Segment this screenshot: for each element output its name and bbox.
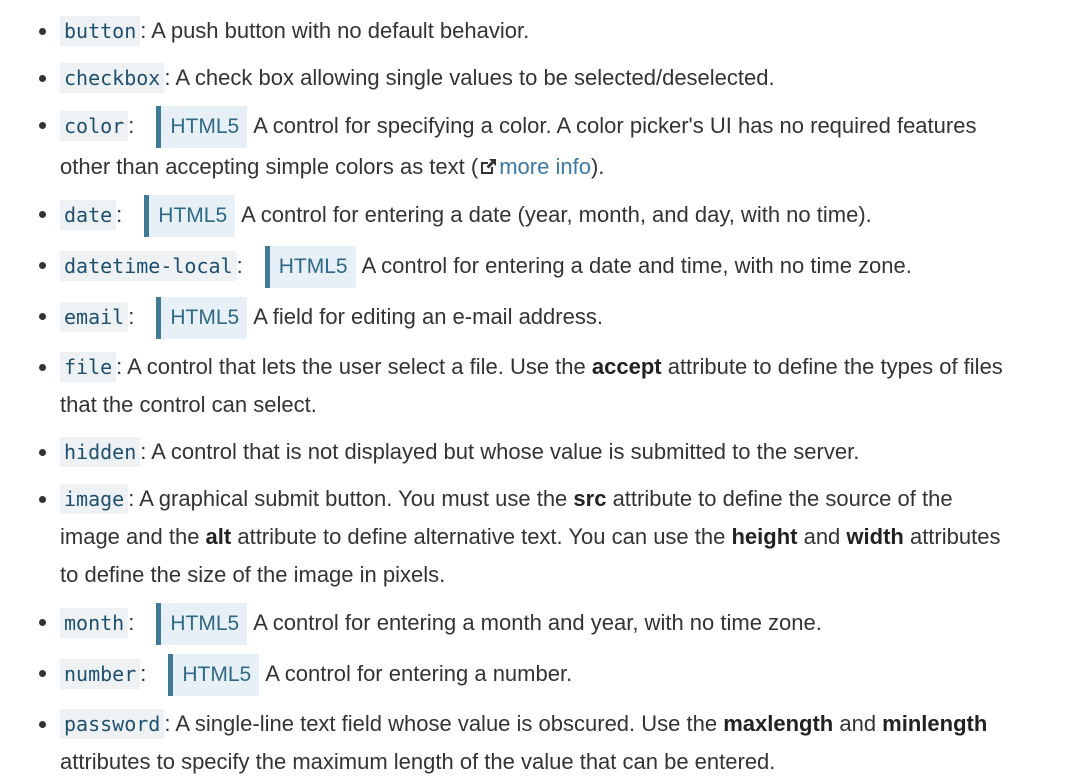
code-image: image <box>60 484 128 514</box>
description: A control for entering a date (year, month, and day, with no time). <box>241 201 872 227</box>
bullet <box>39 721 46 728</box>
bullet <box>39 670 46 677</box>
list-item-image <box>0 480 1078 594</box>
code-datetime-local: datetime-local <box>60 251 237 281</box>
description: : A single-line text field whose value is obscured. Use the <box>164 711 724 736</box>
more-info-label: more info <box>499 154 591 179</box>
description-cont: attributes to define the size of the image in pixels. <box>60 524 1001 587</box>
external-link-icon <box>478 157 498 177</box>
bullet <box>39 75 46 82</box>
code-button: button <box>60 16 140 46</box>
description-cont: and <box>797 524 847 549</box>
list-item-date <box>0 195 1078 237</box>
separator: : <box>128 303 135 329</box>
separator: : <box>128 609 135 635</box>
code-file: file <box>60 352 116 382</box>
description: A control for specifying a color. A color picker's UI has no required features other than accepting simple colors as text ( <box>60 112 977 179</box>
list-item-datetime-local <box>0 246 1078 288</box>
html5-badge: HTML5 <box>156 106 247 148</box>
bullet <box>39 496 46 503</box>
separator: : <box>140 660 147 686</box>
attr-minlength: minlength <box>882 711 988 736</box>
code-date: date <box>60 200 116 230</box>
separator: : <box>116 201 123 227</box>
code-color: color <box>60 111 128 141</box>
more-info-link[interactable] <box>478 154 591 179</box>
list-item-email <box>0 297 1078 339</box>
code-number: number <box>60 659 140 689</box>
description-cont: attributes to specify the maximum length of the value that can be entered. <box>60 749 776 774</box>
list-item-file <box>0 348 1078 424</box>
attr-width: width <box>846 524 904 549</box>
code-hidden: hidden <box>60 437 140 467</box>
description-cont: and <box>833 711 883 736</box>
bullet <box>39 122 46 129</box>
bullet <box>39 619 46 626</box>
bullet <box>39 449 46 456</box>
description: : A control that is not displayed but whose value is submitted to the server. <box>140 439 860 464</box>
html5-badge: HTML5 <box>168 654 259 696</box>
list-item-button <box>0 12 1078 50</box>
list-item-password <box>0 705 1078 781</box>
code-month: month <box>60 608 128 638</box>
attr-src: src <box>573 486 607 511</box>
description: : A control that lets the user select a file. Use the <box>116 354 592 379</box>
attr-height: height <box>731 524 798 549</box>
list-item-month <box>0 603 1078 645</box>
bullet <box>39 313 46 320</box>
bullet <box>39 28 46 35</box>
code-password: password <box>60 709 164 739</box>
description: A control for entering a number. <box>265 660 573 686</box>
bullet <box>39 262 46 269</box>
html5-badge: HTML5 <box>156 603 247 645</box>
bullet <box>39 364 46 371</box>
description: : A graphical submit button. You must use the <box>128 486 574 511</box>
html5-badge: HTML5 <box>156 297 247 339</box>
code-email: email <box>60 302 128 332</box>
list-item-checkbox <box>0 59 1078 97</box>
list-item-number <box>0 654 1078 696</box>
list-item-hidden <box>0 433 1078 471</box>
description-cont: attribute to define the source of the image and the <box>60 486 953 549</box>
description-end: ). <box>590 154 605 179</box>
separator: : <box>128 112 135 138</box>
description: A field for editing an e-mail address. <box>253 303 603 329</box>
html5-badge: HTML5 <box>144 195 235 237</box>
description: A control for entering a month and year, with no time zone. <box>253 609 822 635</box>
separator: : <box>236 252 243 278</box>
html5-badge: HTML5 <box>265 246 356 288</box>
code-checkbox: checkbox <box>60 63 164 93</box>
description-cont: attribute to define alternative text. You can use the <box>231 524 732 549</box>
attr-maxlength: maxlength <box>723 711 834 736</box>
description: : A check box allowing single values to be selected/deselected. <box>164 65 775 90</box>
attr-accept: accept <box>591 354 662 379</box>
list-item-color <box>0 106 1078 186</box>
bullet <box>39 211 46 218</box>
description: : A push button with no default behavior. <box>140 18 530 43</box>
description-cont: attribute to define the types of files that the control can select. <box>60 354 1003 417</box>
description: A control for entering a date and time, with no time zone. <box>361 252 912 278</box>
attr-alt: alt <box>205 524 232 549</box>
